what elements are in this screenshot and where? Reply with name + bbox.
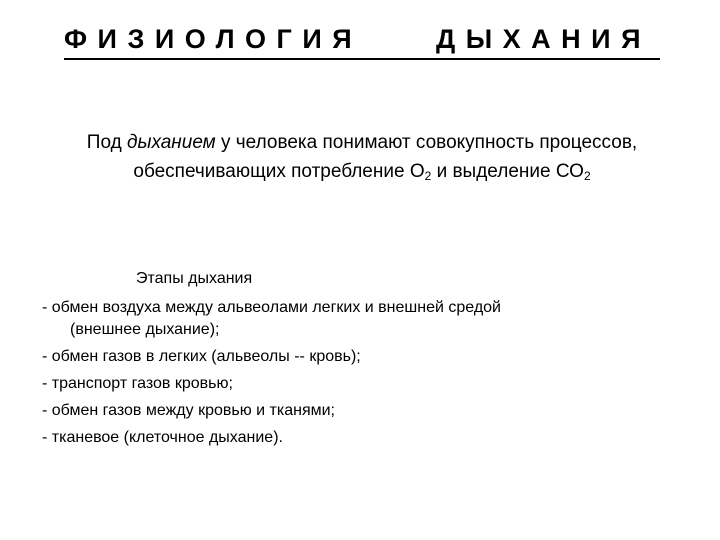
stage-4-text: - обмен газов между кровью и тканями;	[42, 402, 335, 419]
stages-heading: Этапы дыхания	[136, 270, 253, 287]
definition-paragraph	[80, 128, 644, 186]
stage-1-continuation: (внешнее дыхание);	[70, 321, 220, 338]
definition-text-end: и выделение СО	[431, 161, 584, 182]
list-item	[42, 346, 682, 368]
stage-3-text: - транспорт газов кровью;	[42, 375, 233, 392]
carbon-dioxide-subscript: 2	[583, 169, 591, 183]
list-item	[42, 373, 682, 395]
list-item	[42, 297, 682, 341]
stages-list	[42, 297, 682, 454]
oxygen-subscript: 2	[424, 169, 432, 183]
definition-text-start: Под	[86, 132, 127, 153]
title-word-breathing: ДЫХАНИЯ	[436, 24, 651, 54]
stage-1-text: - обмен воздуха между альвеолами легких и внешней средой	[42, 299, 501, 316]
stage-2-text: - обмен газов в легких (альвеолы -- кровь);	[42, 348, 361, 365]
list-item	[42, 427, 682, 449]
list-item	[42, 400, 682, 422]
title-word-physiology: ФИЗИОЛОГИЯ	[64, 24, 363, 54]
definition-emphasis: дыханием	[126, 132, 216, 153]
definition-text-middle: у человека понимают совокупность процессов, обеспечивающих потребление О	[133, 132, 638, 182]
slide-title	[64, 22, 660, 60]
stage-5-text: - тканевое (клеточное дыхание).	[42, 429, 283, 446]
